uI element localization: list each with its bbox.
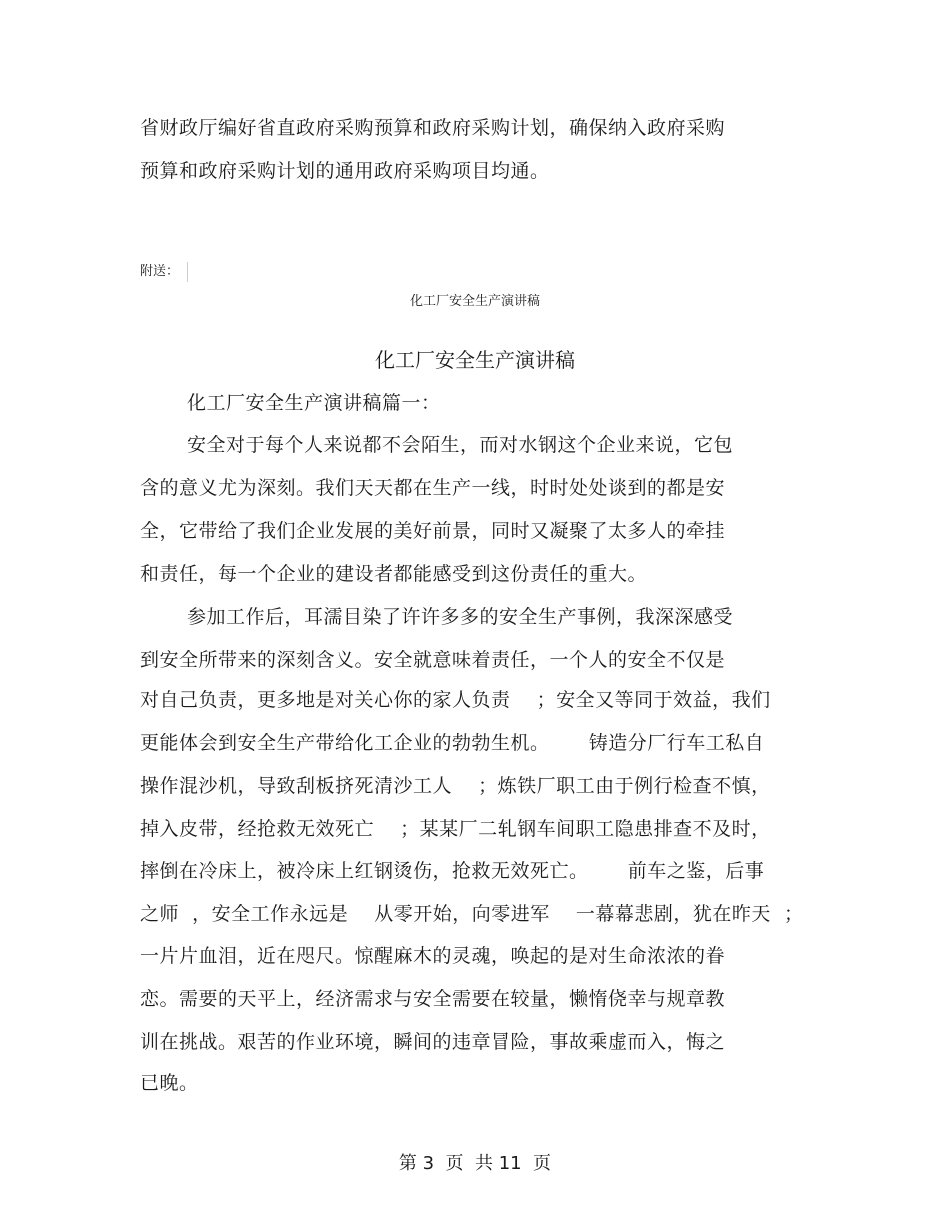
body-line: 全，它带给了我们企业发展的美好前景，同时又凝聚了太多人的牵挂 xyxy=(140,520,726,542)
section-heading: 化工厂安全生产演讲稿篇一： xyxy=(187,392,441,414)
small-title: 化工厂安全生产演讲稿 xyxy=(409,294,540,309)
body-line: 恋。需要的天平上，经济需求与安全需要在较量，懒惰侥幸与规章教 xyxy=(140,988,726,1010)
body-line: 已晚。 xyxy=(140,1072,199,1094)
body-line: 对自己负责，更多地是对关心你的家人负责 ；安全又等同于效益，我们 xyxy=(140,689,771,711)
body-line: 更能体会到安全生产带给化工企业的勃勃生机。 铸造分厂行车工私自 xyxy=(140,732,765,754)
page-footer: 第 3 页 共 11 页 xyxy=(398,1153,552,1174)
attachment-label: 附送： xyxy=(140,264,180,279)
body-line: 摔倒在冷床上，被冷床上红钢烫伤，抢救无效死亡。 前车之鉴，后事 xyxy=(140,860,765,882)
body-line: 之师 ，安全工作永远是 从零开始，向零进军 一幕幕悲剧，犹在昨天 ； xyxy=(140,903,804,925)
body-line: 训在挑战。艰苦的作业环境，瞬间的违章冒险，事故乘虚而入，悔之 xyxy=(140,1031,726,1053)
body-line: 一片片血泪，近在咫尺。惊醒麻木的灵魂，唤起的是对生命浓浓的眷 xyxy=(140,945,726,967)
body-line: 掉入皮带，经抢救无效死亡 ；某某厂二轧钢车间职工隐患排查不及时， xyxy=(140,818,771,840)
main-title: 化工厂安全生产演讲稿 xyxy=(375,348,575,372)
divider xyxy=(187,262,188,282)
body-line: 含的意义尤为深刻。我们天天都在生产一线，时时处处谈到的都是安 xyxy=(140,477,726,499)
body-line: 到安全所带来的深刻含义。安全就意味着责任，一个人的安全不仅是 xyxy=(140,649,726,671)
paragraph-line: 预算和政府采购计划的通用政府采购项目均通。 xyxy=(140,160,550,182)
body-line: 参加工作后，耳濡目染了许许多多的安全生产事例，我深深感受 xyxy=(187,606,734,628)
body-line: 操作混沙机，导致刮板挤死清沙工人 ；炼铁厂职工由于例行检查不慎， xyxy=(140,775,771,797)
paragraph-line: 省财政厅编好省直政府采购预算和政府采购计划，确保纳入政府采购 xyxy=(140,117,726,139)
body-line: 和责任，每一个企业的建设者都能感受到这份责任的重大。 xyxy=(140,563,648,585)
body-line: 安全对于每个人来说都不会陌生，而对水钢这个企业来说，它包 xyxy=(187,434,734,456)
